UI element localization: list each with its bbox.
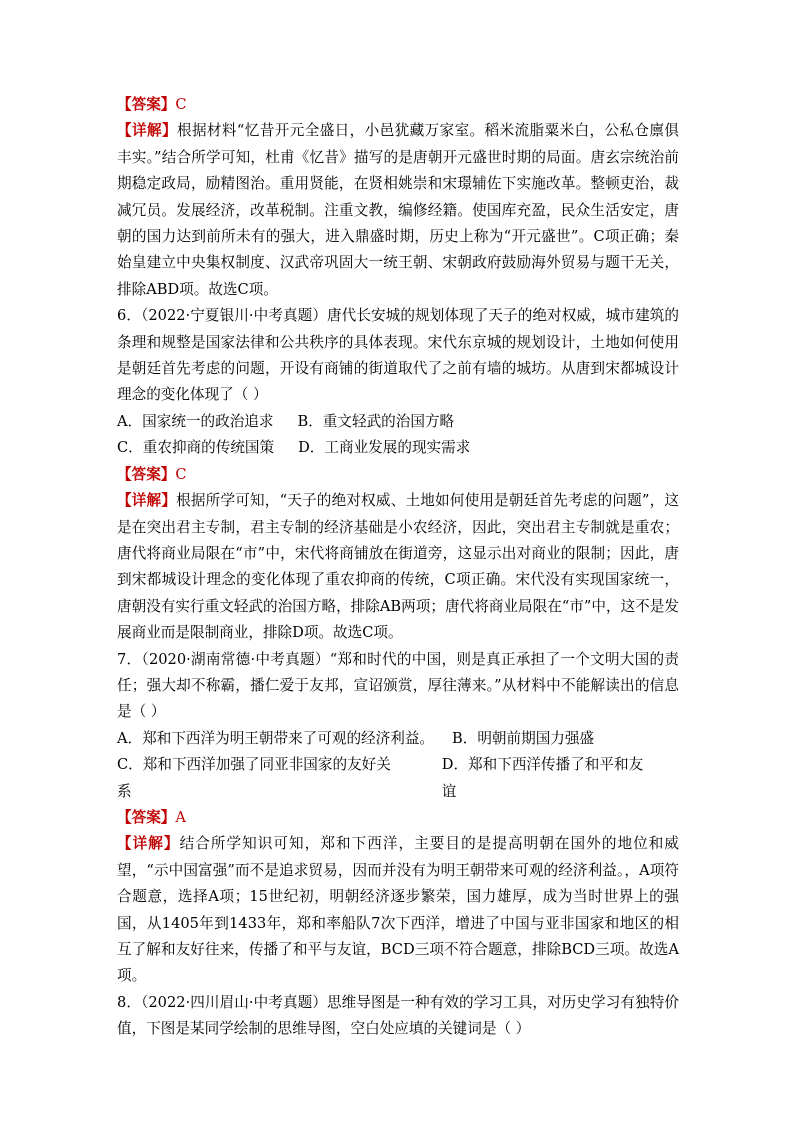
option-b: B．明朝前期国力强盛: [452, 729, 595, 747]
answer-line: [117, 805, 679, 831]
explanation: [117, 118, 679, 303]
answer-value: C: [175, 465, 187, 483]
option-c: C．重农抑商的传统国策: [117, 439, 275, 457]
answer-tag: 【答案】: [117, 465, 176, 483]
question-content: [117, 92, 679, 1043]
explanation-tag: 【详解】: [117, 492, 177, 510]
option-d: D．郑和下西洋传播了和平和友谊: [441, 756, 644, 800]
explanation-tag: 【详解】: [117, 835, 180, 853]
answer-line: [117, 462, 679, 488]
option-a: A．国家统一的政治追求: [117, 412, 274, 430]
question-6: 6．（2022·宁夏银川·中考真题）唐代长安城的规划体现了天子的绝对权威，城市建筑的条理和规整是国家法律和公共秩序的具体表现。宋代东京城的规划设计，土地如何使用是朝廷首先考虑的问题，开设有商铺的街道取代了之前有墙的城坊。从唐到宋都城设计理念的变化体现了（ ）: [117, 307, 679, 404]
option-a: A．郑和下西洋为明王朝带来了可观的经济利益。: [117, 729, 435, 747]
options-row: [117, 752, 679, 805]
option-c: C．郑和下西洋加强了同亚非国家的友好关系: [117, 756, 391, 800]
explanation: [117, 488, 679, 646]
explanation-text: 根据材料“忆昔开元全盛日，小邑犹藏万家室。稻米流脂粟米白，公私仓廪俱丰实。”结合所学可知，杜甫《忆昔》描写的是唐朝开元盛世时期的局面。唐玄宗统治前期稳定政局，励精图治。重用贤能，在贤相姚崇和宋璟辅佐下实施改革。整顿吏治，裁减冗员。发展经济，改革税制。注重文教，编修经籍。使国库充盈，民众生活安定，唐朝的国力达到前所未有的强大，进入鼎盛时期，历史上称为“开元盛世”。C项正确；秦始皇建立中央集权制度、汉武帝巩固大一统王朝、宋朝政府鼓励海外贸易与题干无关，排除ABD项。故选C项。: [117, 122, 679, 298]
question-8: 8．（2022·四川眉山·中考真题）思维导图是一种有效的学习工具，对历史学习有独特价值，下图是某同学绘制的思维导图，空白处应填的关键词是（ ）: [117, 993, 679, 1038]
question-7: 7．（2020·湖南常德·中考真题）“郑和时代的中国，则是真正承担了一个文明大国的责任；强大却不称霸，播仁爱于友邦，宣诏颁赏，厚往薄来。”从材料中不能解读出的信息是（ ）: [117, 650, 679, 721]
answer-value: A: [175, 808, 186, 826]
option-b: B．重文轻武的治国方略: [297, 412, 455, 430]
answer-tag: 【答案】: [117, 96, 176, 113]
option-d: D．工商业发展的现实需求: [298, 439, 471, 457]
explanation-text: 根据所学可知，“天子的绝对权威、土地如何使用是朝廷首先考虑的问题”，这是在突出君主专制，君主专制的经济基础是小农经济，因此，突出君主专制就是重农；唐代将商业局限在“市”中，宋代将商铺放在街道旁，这显示出对商业的限制；因此，唐到宋都城设计理念的变化体现了重农抑商的传统，C项正确。宋代没有实现国家统一，唐朝没有实行重文轻武的治国方略，排除AB两项；唐代将商业局限在“市”中，这不是发展商业而是限制商业，排除D项。故选C项。: [117, 492, 679, 642]
explanation-text: 结合所学知识可知，郑和下西洋，主要目的是提高明朝在国外的地位和威望，“示中国富强”而不是追求贸易，因而并没有为明王朝带来可观的经济利益。，A项符合题意，选择A项；15世纪初，明朝经济逐步繁荣，国力雄厚，成为当时世界上的强国，从1405年到1433年，郑和率船队7次下西洋，增进了中国与亚非国家和地区的相互了解和友好往来，传播了和平与友谊，BCD三项不符合题意，排除BCD三项。故选A项。: [117, 835, 679, 985]
options-row: [117, 409, 679, 435]
explanation-tag: 【详解】: [117, 122, 177, 140]
explanation: [117, 831, 679, 989]
answer-value: C: [175, 96, 187, 113]
options-row: [117, 435, 679, 461]
answer-line: [117, 92, 679, 118]
answer-tag: 【答案】: [117, 808, 176, 826]
options-row: [117, 726, 679, 752]
